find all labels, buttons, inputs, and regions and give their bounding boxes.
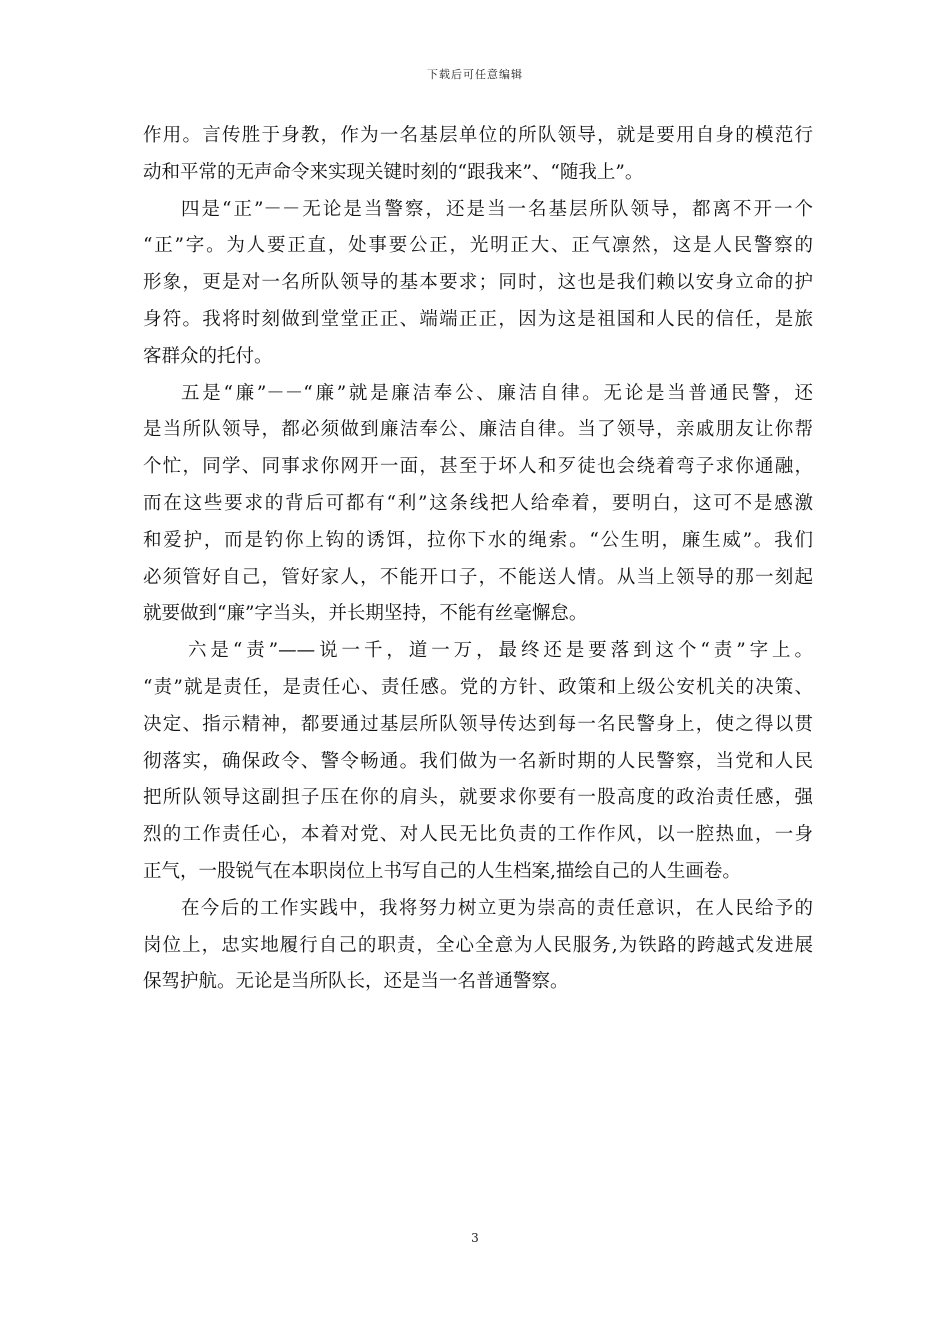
body-line: 客群众的托付。	[143, 345, 273, 367]
body-line: 烈的工作责任心，本着对党、对人民无比负责的工作作风，以一腔热血，一身	[143, 824, 813, 846]
body-line: 把所队领导这副担子压在你的肩头，就要求你要有一股高度的政治责任感，强	[143, 787, 813, 809]
body-line: 决定、指示精神，都要通过基层所队领导传达到每一名民警身上，使之得以贯	[143, 713, 813, 735]
body-line: 正气，一股锐气在本职岗位上书写自己的人生档案,描绘自己的人生画卷。	[143, 860, 741, 882]
body-line: 个忙，同学、同事求你网开一面，甚至于坏人和歹徒也会绕着弯子求你通融，	[143, 456, 813, 478]
body-line: “正”字。为人要正直，处事要公正，光明正大、正气凛然，这是人民警察的	[143, 235, 813, 257]
body-line: 就要做到“廉”字当头，并长期坚持，不能有丝毫懈怠。	[143, 603, 588, 625]
body-line: 保驾护航。无论是当所队长，还是当一名普通警察。	[143, 971, 569, 993]
body-line: 六是“责”——说一千，道一万，最终还是要落到这个“责”字上。	[188, 640, 813, 662]
body-line: “责”就是责任，是责任心、责任感。党的方针、政策和上级公安机关的决策、	[143, 676, 813, 698]
body-line: 而在这些要求的背后可都有“利”这条线把人给牵着，要明白，这可不是感激	[143, 492, 813, 514]
body-line: 和爱护，而是钓你上钩的诱饵，拉你下水的绳索。“公生明，廉生威”。我们	[143, 529, 813, 551]
body-line: 必须管好自己，管好家人，不能开口子，不能送人情。从当上领导的那一刻起	[143, 566, 813, 588]
body-line: 动和平常的无声命令来实现关键时刻的“跟我来”、“随我上”。	[143, 161, 644, 183]
body-line: 身符。我将时刻做到堂堂正正、端端正正，因为这是祖国和人民的信任，是旅	[143, 308, 813, 330]
body-line: 岗位上，忠实地履行自己的职责，全心全意为人民服务,为铁路的跨越式发进展	[143, 934, 813, 956]
body-line: 是当所队领导，都必须做到廉洁奉公、廉洁自律。当了领导，亲戚朋友让你帮	[143, 419, 813, 441]
page-number: 3	[471, 1231, 479, 1245]
page-header: 下载后可任意编辑	[427, 68, 523, 81]
body-line: 在今后的工作实践中，我将努力树立更为崇高的责任意识，在人民给予的	[181, 897, 813, 919]
body-line: 五是“廉”－－“廉”就是廉洁奉公、廉洁自律。无论是当普通民警，还	[181, 382, 813, 404]
body-line: 四是“正”－－无论是当警察，还是当一名基层所队领导，都离不开一个	[181, 198, 813, 220]
document-body	[143, 118, 813, 1001]
body-line: 彻落实，确保政令、警令畅通。我们做为一名新时期的人民警察，当党和人民	[143, 750, 813, 772]
body-line: 形象，更是对一名所队领导的基本要求；同时，这也是我们赖以安身立命的护	[143, 272, 813, 294]
body-line: 作用。言传胜于身教，作为一名基层单位的所队领导，就是要用自身的模范行	[143, 125, 813, 146]
